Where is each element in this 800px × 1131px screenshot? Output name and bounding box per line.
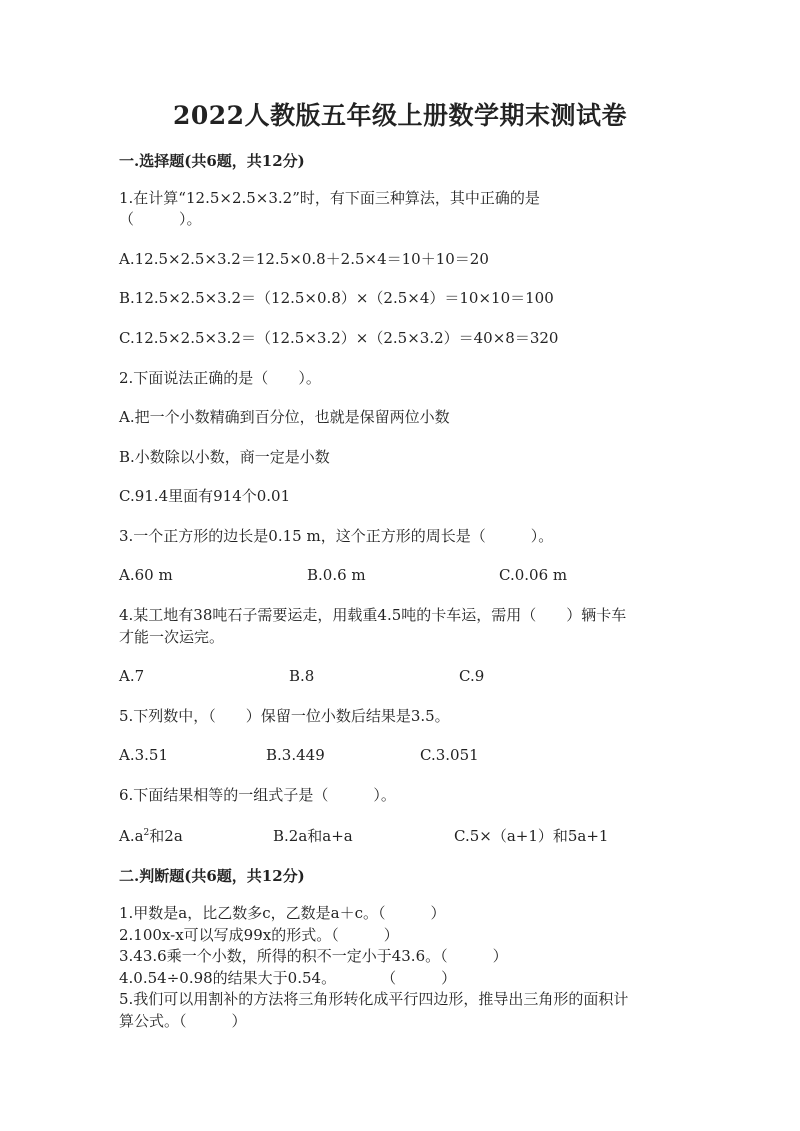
judgment-item-5-line2: 算公式。（ ） bbox=[119, 1012, 247, 1030]
q1-option-c: C.12.5×2.5×3.2＝（12.5×3.2）×（2.5×3.2）＝40×8＝320 bbox=[119, 329, 559, 347]
q1-option-a: A.12.5×2.5×3.2＝12.5×0.8＋2.5×4＝10＋10＝20 bbox=[119, 250, 489, 268]
q4-option-c: C.9 bbox=[459, 667, 485, 685]
q1-stem-line2: （ ）。 bbox=[119, 210, 202, 228]
q3-stem: 3.一个正方形的边长是0.15 m，这个正方形的周长是（ ）。 bbox=[119, 527, 554, 545]
q4-options bbox=[119, 667, 485, 687]
q2-option-b: B.小数除以小数，商一定是小数 bbox=[119, 448, 330, 466]
q2-option-c: C.91.4里面有914个0.01 bbox=[119, 487, 291, 505]
q4-option-a: A.7 bbox=[119, 667, 145, 685]
judgment-item-2: 2.100x-x可以写成99x的形式。（ ） bbox=[119, 926, 399, 944]
q3-option-a: A.60 m bbox=[119, 566, 173, 584]
q4-stem-line1: 4.某工地有38吨石子需要运走，用载重4.5吨的卡车运，需用（ ）辆卡车 bbox=[119, 606, 627, 624]
q1-stem-line1: 1.在计算“12.5×2.5×3.2”时，有下面三种算法，其中正确的是 bbox=[119, 189, 540, 207]
q4-option-b: B.8 bbox=[289, 667, 315, 685]
q2-option-a: A.把一个小数精确到百分位，也就是保留两位小数 bbox=[119, 408, 450, 426]
q6-option-a bbox=[119, 825, 183, 846]
judgment-item-4: 4.0.54÷0.98的结果大于0.54。 （ ） bbox=[119, 969, 457, 987]
q3-options bbox=[119, 566, 568, 586]
q6-option-a-base: A.a bbox=[119, 827, 144, 845]
judgment-item-1: 1.甲数是a，比乙数多c，乙数是a＋c。（ ） bbox=[119, 904, 446, 922]
q5-option-b: B.3.449 bbox=[266, 746, 325, 764]
judgment-item-5-line1: 5.我们可以用割补的方法将三角形转化成平行四边形，推导出三角形的面积计 bbox=[119, 990, 629, 1008]
page-title: 2022人教版五年级上册数学期末测试卷 bbox=[172, 101, 628, 130]
q1-option-b: B.12.5×2.5×3.2＝（12.5×0.8）×（2.5×4）＝10×10＝100 bbox=[119, 289, 554, 307]
q3-option-b: B.0.6 m bbox=[307, 566, 366, 584]
q2-stem: 2.下面说法正确的是（ ）。 bbox=[119, 369, 321, 387]
q6-stem: 6.下面结果相等的一组式子是（ ）。 bbox=[119, 786, 396, 804]
q4-stem-line2: 才能一次运完。 bbox=[119, 628, 225, 646]
q5-options bbox=[119, 746, 479, 766]
q6-option-c: C.5×（a+1）和5a+1 bbox=[454, 827, 609, 845]
q5-option-c: C.3.051 bbox=[420, 746, 479, 764]
q5-stem: 5.下列数中，（ ）保留一位小数后结果是3.5。 bbox=[119, 707, 450, 725]
q5-option-a: A.3.51 bbox=[119, 746, 168, 764]
q6-options bbox=[119, 825, 609, 845]
q3-option-c: C.0.06 m bbox=[499, 566, 568, 584]
section-heading-judgment: 二.判断题(共6题，共12分) bbox=[119, 867, 305, 885]
q6-option-b: B.2a和a+a bbox=[273, 827, 353, 845]
section-heading-choice: 一.选择题(共6题，共12分) bbox=[119, 152, 305, 170]
q6-option-a-superscript: 2 bbox=[143, 828, 150, 838]
judgment-item-3: 3.43.6乘一个小数，所得的积不一定小于43.6。（ ） bbox=[119, 947, 508, 965]
q6-option-a-rest: 和2a bbox=[149, 827, 183, 845]
